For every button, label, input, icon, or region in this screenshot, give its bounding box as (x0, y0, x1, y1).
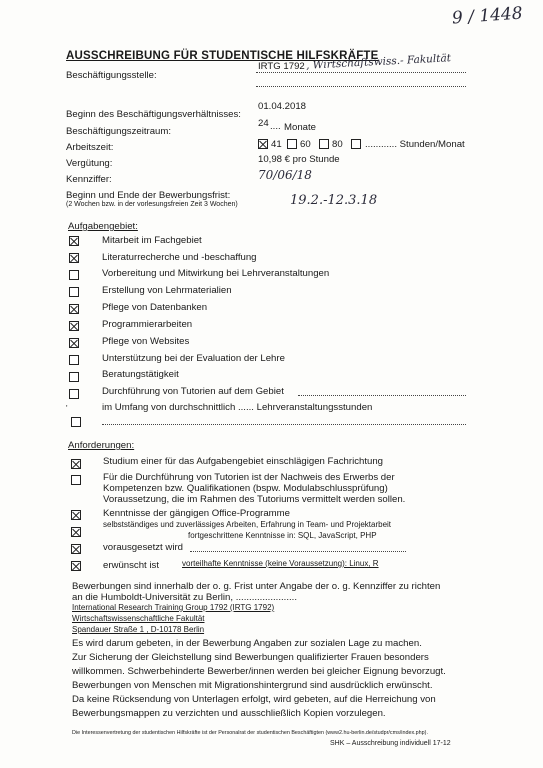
task-checkbox-2 (69, 253, 79, 263)
period-label: Beschäftigungszeitraum: (66, 126, 172, 137)
hours-41-checkbox (258, 139, 268, 149)
pay-value: 10,98 € pro Stunde (258, 154, 340, 165)
employer-label: Beschäftigungsstelle: (66, 70, 157, 81)
task-label-4: Erstellung von Lehrmaterialien (102, 285, 232, 296)
req-desired-label: erwünscht ist (103, 560, 159, 571)
application-address-3: Spandauer Straße 1 , D-10178 Berlin (72, 625, 205, 634)
employer-line (256, 72, 466, 73)
task-checkbox-7 (69, 338, 79, 348)
req-extra-line-2: fortgeschrittene Kenntnisse in: SQL, JavaScript, PHP (188, 531, 377, 540)
task-label-2: Literaturrecherche und -beschaffung (102, 252, 257, 263)
tasks-heading: Aufgabengebiet: (68, 221, 138, 232)
corner-handwritten-note: 9 / 1448 (451, 3, 524, 29)
ref-value: 70/06/18 (258, 168, 312, 182)
task-checkbox-1 (69, 236, 79, 246)
req-tutorial-line-2: Kompetenzen bzw. Qualifikationen (bspw. Modulabschlussprüfung) (103, 483, 388, 494)
deadline-label: Beginn und Ende der Bewerbungsfrist: (66, 190, 231, 201)
task-label-3: Vorbereitung und Mitwirkung bei Lehrveranstaltungen (102, 268, 330, 279)
req-tutorial-line-1: Für die Durchführung von Tutorien ist der Nachweis des Erwerbs der (103, 472, 395, 483)
footer-form-id: SHK – Ausschreibung individuell 17-12 (330, 740, 451, 747)
task-label-10: Durchführung von Tutorien auf dem Gebiet (102, 386, 284, 397)
task-checkbox-5 (69, 304, 79, 314)
task-checkbox-8 (69, 355, 79, 365)
task-checkbox-10 (69, 389, 79, 399)
start-label: Beginn des Beschäftigungsverhältnisses: (66, 109, 241, 120)
application-para-5: Da keine Rücksendung von Unterlagen erfolgt, wird gebeten, auf die Herreichung von (72, 694, 436, 705)
period-value: 24 (258, 118, 269, 129)
application-line-2: an die Humboldt-Universität zu Berlin, ....................... (72, 592, 298, 603)
document-page: 9 / 1448 AUSSCHREIBUNG FÜR STUDENTISCHE HILFSKRÄFTE Beschäftigungsstelle: IRTG 1792 , Wirtschaftswiss.- Fakultät 01.04.2018 Beginn des Beschäftigungsverhältnisses: Beschäftigungszeitraum: 24 .... Monate Arbeitszeit: 41 60 80 ............ Stunden/Monat Vergütung: 10,98 € pro Stunde Kennziffer: 70/06/18 Beginn und Ende der Bewerbungsfrist: (2 Wochen bzw. in der vorlesungsfreien Zeit 3 Wochen) 19.2.-12.3.18 Aufgabengebiet: Mitarbeit im Fachgebiet Literaturrecherche und -beschaffung Vorbereitung und Mitwirkung bei Lehrveranstaltungen Erstellung von Lehrmaterialien Pflege von Datenbanken Programmierarbeiten Pflege von Websites Unterstützung bei der Evaluation der Lehre Beratungstätigkeit Durchführung von Tutorien auf dem Gebiet im Umfang von durchschnittlich ...... Lehrveranstaltungsstunden ' Anforderungen: Studium einer für das Aufgabengebiet einschlägigen Fachrichtung Für die Durchführung von Tutorien ist der Nachweis des Erwerbs der Kompetenzen bzw. Qualifikationen (bspw. Modulabschlussprüfung) Voraussetzung, die im Rahmen des Tutoriums vermittelt werden sollen. Kenntnisse der gängigen Office-Programme selbstständiges und zuverlässiges Arbeiten, Erfahrung in Team- und Projektarbeit fortgeschrittene Kenntnisse in: SQL, JavaScript, PHP vorausgesetzt wird erwünscht ist vorteilhafte Kenntnisse (keine Voraussetzung): Linux, R Bewerbungen sind innerhalb der o. g. Frist unter Angabe der o. g. Kennziffer zu richten an die Humboldt-Universität zu Berlin, ....................... International Research Training Group 1792 (IRTG 1792) Wirtschaftswissenschaftliche Fakultät Spandauer Straße 1 , D-10178 Berlin Es wird darum gebeten, in der Bewerbung Angaben zur sozialen Lage zu machen. Zur Sicherung der Gleichstellung sind Bewerbungen qualifizierter Frauen besonders willkommen. Schwerbehinderte Bewerber/innen werden bei gleicher Eignung bevorzugt. Bewerbungen von Menschen mit Migrationshintergrund sind ausdrücklich erwünscht. Da keine Rücksendung von Unterlagen erfolgt, wird gebeten, auf die Herreichung von Bewerbungsmappen zu verzichten und ausschließlich Kopien vorzulegen. Die Interessenvertretung der studentischen Hilfskräfte ist der Personalrat der studentischen Beschäftigten (www2.hu-berlin.de/studpr/cms/index.php). SHK – Ausschreibung individuell 17-12 (0, 0, 543, 768)
task-checkbox-6 (69, 321, 79, 331)
req-required-label: vorausgesetzt wird (103, 542, 183, 553)
task-checkbox-4 (69, 287, 79, 297)
task-checkbox-other (71, 417, 81, 427)
hours-other-label: ............ Stunden/Monat (365, 139, 465, 150)
task-label-1: Mitarbeit im Fachgebiet (102, 235, 202, 246)
req-desired-value: vorteilhafte Kenntnisse (keine Voraussetzung): Linux, R (182, 559, 379, 568)
req-office-label: Kenntnisse der gängigen Office-Programme (103, 508, 291, 519)
application-para-2: Zur Sicherung der Gleichstellung sind Bewerbungen qualifizierter Frauen besonders (72, 652, 429, 663)
task-label-8: Unterstützung bei der Evaluation der Lehre (102, 353, 285, 364)
hours-80-label: 80 (332, 139, 343, 150)
task-label-7: Pflege von Websites (102, 336, 190, 347)
employer-value: IRTG 1792 (258, 61, 305, 72)
employer-line-2 (256, 86, 466, 87)
task-other-line (102, 424, 466, 425)
application-line-1: Bewerbungen sind innerhalb der o. g. Frist unter Angabe der o. g. Kennziffer zu richten (72, 581, 441, 592)
hours-41-label: 41 (271, 139, 282, 150)
task-label-5: Pflege von Datenbanken (102, 302, 208, 313)
period-unit: Monate (284, 122, 316, 133)
application-para-3: willkommen. Schwerbehinderte Bewerber/innen werden bei gleicher Eignung bevorzugt. (72, 666, 446, 677)
deadline-value: 19.2.-12.3.18 (290, 193, 378, 208)
hours-80-checkbox (319, 139, 329, 149)
tutorial-scope: im Umfang von durchschnittlich ...... Lehrveranstaltungsstunden (102, 402, 373, 413)
application-address-1: International Research Training Group 1792 (IRTG 1792) (72, 603, 275, 612)
hours-other-checkbox (351, 139, 361, 149)
hours-label: Arbeitszeit: (66, 142, 114, 153)
deadline-note: (2 Wochen bzw. in der vorlesungsfreien Zeit 3 Wochen) (66, 201, 238, 208)
hours-60-checkbox (287, 139, 297, 149)
document-title: AUSSCHREIBUNG FÜR STUDENTISCHE HILFSKRÄFTE (66, 50, 379, 62)
pay-label: Vergütung: (66, 158, 113, 169)
ref-label: Kennziffer: (66, 174, 112, 185)
req-required-checkbox (71, 544, 81, 554)
footer-note: Die Interessenvertretung der studentischen Hilfskräfte ist der Personalrat der studentischen Beschäftigten (www2.hu-berlin.de/studpr/cms/index.php). (72, 730, 428, 736)
task-checkbox-3 (69, 270, 79, 280)
req-tutorial-line-3: Voraussetzung, die im Rahmen des Tutoriums vermittelt werden sollen. (103, 494, 406, 505)
task-checkbox-9 (69, 372, 79, 382)
application-para-1: Es wird darum gebeten, in der Bewerbung Angaben zur sozialen Lage zu machen. (72, 638, 422, 649)
start-value: 01.04.2018 (258, 101, 307, 112)
req-tutorial-checkbox (71, 475, 81, 485)
req-extra-checkbox (71, 527, 81, 537)
req-desired-checkbox (71, 561, 81, 571)
req-required-line (190, 551, 406, 552)
req-office-checkbox (71, 510, 81, 520)
application-para-6: Bewerbungsmappen zu verzichten und ausschließlich Kopien vorzulegen. (72, 708, 386, 719)
hours-60-label: 60 (300, 139, 311, 150)
tutorial-subject-line (298, 395, 466, 396)
req-studies-checkbox (71, 459, 81, 469)
application-address-2: Wirtschaftswissenschaftliche Fakultät (72, 614, 205, 623)
req-extra-line-1: selbstständiges und zuverlässiges Arbeiten, Erfahrung in Team- und Projektarbeit (103, 520, 392, 529)
task-label-9: Beratungstätigkeit (102, 369, 179, 380)
task-label-6: Programmierarbeiten (102, 319, 193, 330)
req-studies-label: Studium einer für das Aufgabengebiet einschlägigen Fachrichtung (103, 456, 384, 467)
application-para-4: Bewerbungen von Menschen mit Migrationshintergrund sind ausdrücklich erwünscht. (72, 680, 433, 691)
employer-handwritten: , Wirtschaftswiss.- Fakultät (305, 52, 452, 72)
requirements-heading: Anforderungen: (68, 440, 135, 451)
